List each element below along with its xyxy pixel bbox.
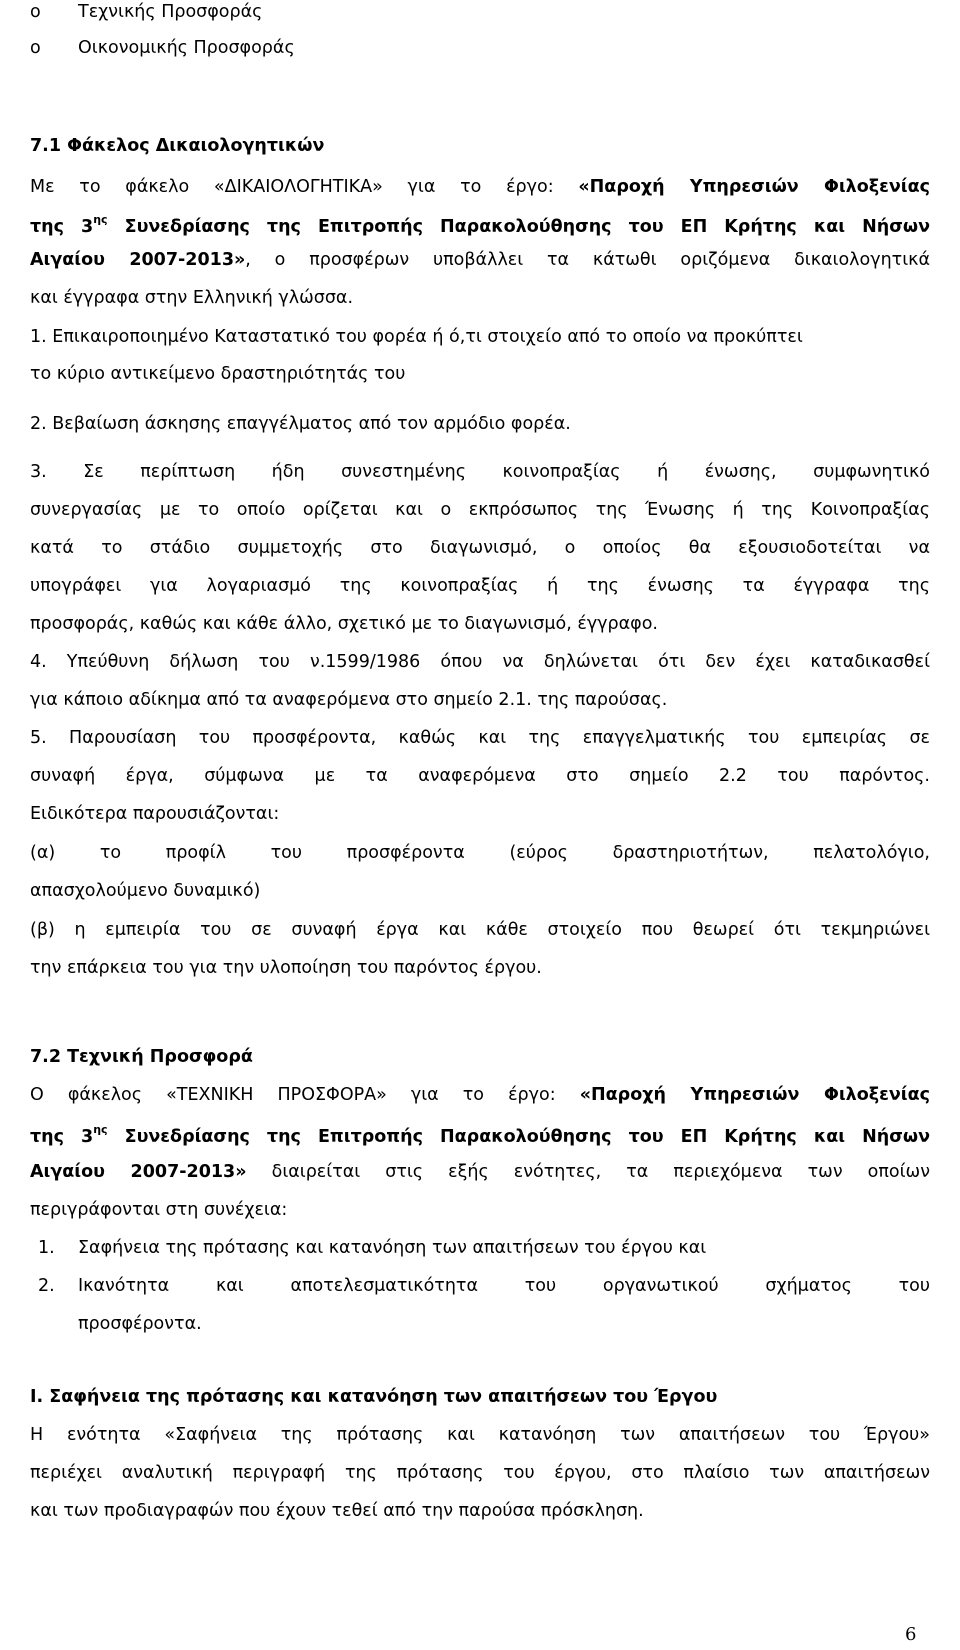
- text-span: , ο προσφέρων υποβάλλει τα κάτωθι οριζόμενα δικαιολογητικά: [245, 250, 930, 270]
- list-item-3: 3. Σε περίπτωση ήδη συνεστημένης κοινοπραξίας ή ένωσης, συμφωνητικό: [30, 462, 930, 482]
- paragraph-line: [30, 213, 930, 237]
- paragraph-line: [30, 1162, 930, 1182]
- paragraph-line: περιέχει αναλυτική περιγραφή της πρότασης του έργου, στο πλαίσιο των απαιτήσεων: [30, 1463, 930, 1483]
- paragraph-line: [30, 250, 930, 270]
- sub-item-a-cont: απασχολούμενο δυναμικό): [30, 881, 261, 901]
- paragraph-line: και των προδιαγραφών που έχουν τεθεί από την παρούσα πρόσκληση.: [30, 1501, 644, 1521]
- list-item-2: 2. Βεβαίωση άσκησης επαγγέλματος από τον αρμόδιο φορέα.: [30, 414, 571, 434]
- bullet-mark: o: [30, 2, 41, 22]
- bullet-mark: o: [30, 38, 41, 58]
- list-item-5-cont: Ειδικότερα παρουσιάζονται:: [30, 804, 280, 824]
- paragraph-line: Η ενότητα «Σαφήνεια της πρότασης και κατανόηση των απαιτήσεων του Έργου»: [30, 1425, 930, 1445]
- list-item-5-cont: συναφή έργα, σύμφωνα με τα αναφερόμενα στο σημείο 2.2 του παρόντος.: [30, 766, 930, 786]
- list-item-3-cont: προσφοράς, καθώς και κάθε άλλο, σχετικό με το διαγωνισμό, έγγραφο.: [30, 614, 658, 634]
- paragraph-line: [30, 1123, 930, 1147]
- section-i-heading: Ι. Σαφήνεια της πρότασης και κατανόηση των απαιτήσεων του Έργου: [30, 1387, 718, 1407]
- item-text: Σαφήνεια της πρότασης και κατανόηση των απαιτήσεων του έργου και: [78, 1238, 707, 1258]
- project-title-bold: «Παροχή Υπηρεσιών Φιλοξενίας: [579, 1085, 930, 1105]
- paragraph-line: περιγράφονται στη συνέχεια:: [30, 1200, 288, 1220]
- paragraph-line: [30, 177, 930, 197]
- sub-item-b: (β) η εμπειρία του σε συναφή έργα και κάθε στοιχείο που θεωρεί ότι τεκμηριώνει: [30, 920, 930, 940]
- paragraph-line: και έγγραφα στην Ελληνική γλώσσα.: [30, 288, 354, 308]
- text-span: Συνεδρίασης της Επιτροπής Παρακολούθησης του ΕΠ Κρήτης και Νήσων: [107, 217, 930, 237]
- list-item-3-cont: συνεργασίας με το οποίο ορίζεται και ο εκπρόσωπος της Ένωσης ή της Κοινοπραξίας: [30, 500, 930, 520]
- text-span: της 3: [30, 217, 94, 237]
- sub-item-b-cont: την επάρκεια του για την υλοποίηση του παρόντος έργου.: [30, 958, 542, 978]
- bullet-text: Τεχνικής Προσφοράς: [78, 2, 263, 22]
- project-title-bold: Αιγαίου 2007-2013»: [30, 250, 246, 270]
- paragraph-line: [30, 1085, 930, 1105]
- bullet-text: Οικονομικής Προσφοράς: [78, 38, 295, 58]
- list-item-3-cont: υπογράφει για λογαριασμό της κοινοπραξίας ή της ένωσης τα έγγραφα της: [30, 576, 930, 596]
- superscript: ης: [93, 213, 108, 226]
- list-item-5: 5. Παρουσίαση του προσφέροντα, καθώς και της επαγγελματικής του εμπειρίας σε: [30, 728, 930, 748]
- project-title-bold: Αιγαίου 2007-2013»: [30, 1162, 247, 1182]
- list-item-1: 1. Επικαιροποιημένο Καταστατικό του φορέα ή ό,τι στοιχείο από το οποίο να προκύπτει: [30, 327, 803, 347]
- page-number: 6: [905, 1624, 917, 1645]
- text-span: της 3: [30, 1127, 94, 1147]
- text-span: Ο φάκελος «ΤΕΧΝΙΚΗ ΠΡΟΣΦΟΡΑ» για το έργο:: [30, 1085, 580, 1105]
- numbered-item-2-cont: προσφέροντα.: [78, 1314, 202, 1334]
- number: 2.: [38, 1276, 55, 1296]
- list-item-1-cont: το κύριο αντικείμενο δραστηριότητάς του: [30, 364, 406, 384]
- text-span: Συνεδρίασης της Επιτροπής Παρακολούθησης του ΕΠ Κρήτης και Νήσων: [107, 1127, 930, 1147]
- project-title-bold: «Παροχή Υπηρεσιών Φιλοξενίας: [578, 177, 930, 197]
- list-item-4-cont: για κάποιο αδίκημα από τα αναφερόμενα στο σημείο 2.1. της παρούσας.: [30, 690, 668, 710]
- item-text: Ικανότητα και αποτελεσματικότητα του οργανωτικού σχήματος του: [78, 1276, 930, 1296]
- section-7-2-heading: 7.2 Τεχνική Προσφορά: [30, 1047, 253, 1067]
- sub-item-a: (α) το προφίλ του προσφέροντα (εύρος δραστηριοτήτων, πελατολόγιο,: [30, 843, 930, 863]
- number: 1.: [38, 1238, 55, 1258]
- text-span: Με το φάκελο «ΔΙΚΑΙΟΛΟΓΗΤΙΚΑ» για το έργο:: [30, 177, 579, 197]
- superscript: ης: [93, 1123, 108, 1136]
- list-item-3-cont: κατά το στάδιο συμμετοχής στο διαγωνισμό, ο οποίος θα εξουσιοδοτείται να: [30, 538, 930, 558]
- list-item-4: 4. Υπεύθυνη δήλωση του ν.1599/1986 όπου να δηλώνεται ότι δεν έχει καταδικασθεί: [30, 652, 930, 672]
- text-span: διαιρείται στις εξής ενότητες, τα περιεχόμενα των οποίων: [246, 1162, 930, 1182]
- section-7-1-heading: 7.1 Φάκελος Δικαιολογητικών: [30, 136, 325, 156]
